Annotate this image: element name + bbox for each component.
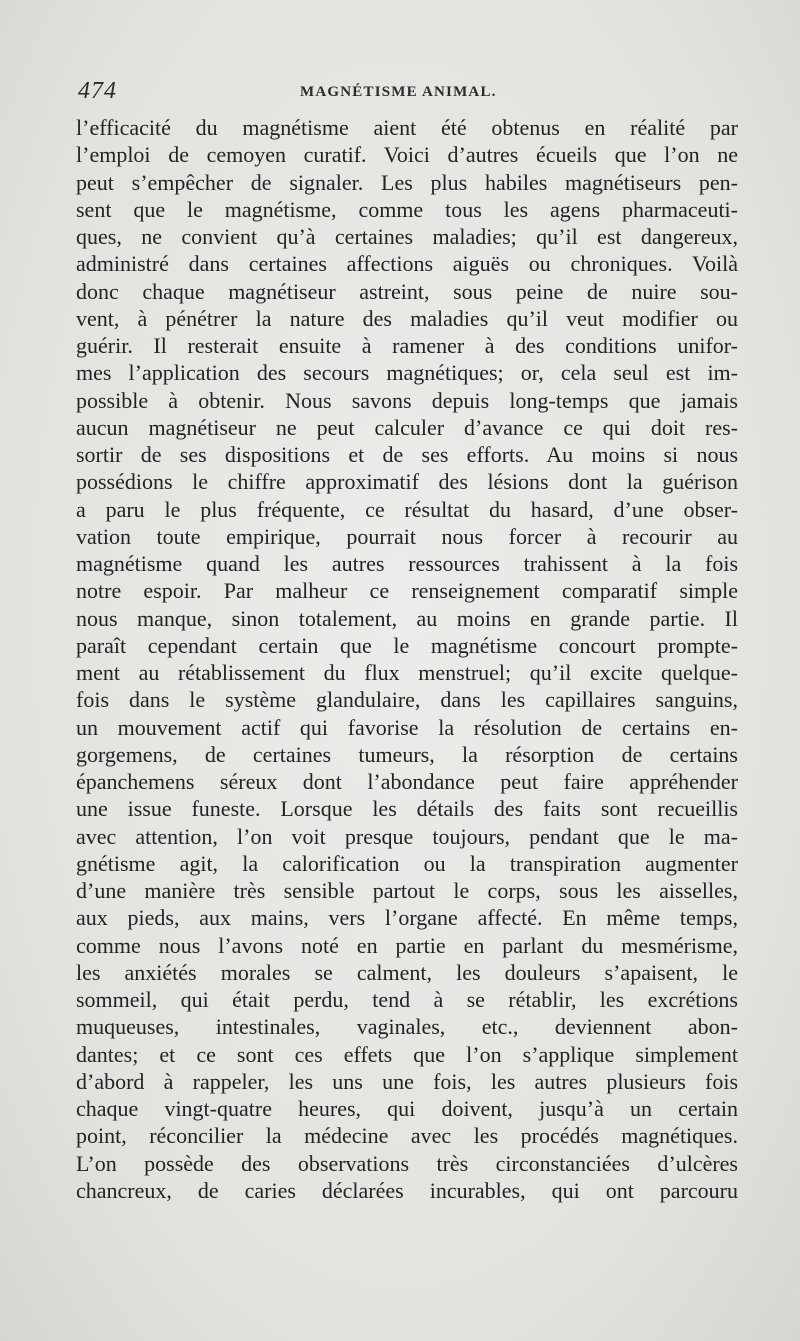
text-line: épanchemens séreux dont l’abondance peut faire appréhender (76, 769, 738, 794)
text-line: les anxiétés morales se calment, les douleurs s’apaisent, le (76, 959, 738, 985)
text-line: aux pieds, aux mains, vers l’organe affecté. En même temps, (76, 905, 738, 931)
text-line: paraît cependant certain que le magnétisme concourt prompte- (76, 632, 738, 658)
text-line: ques, ne convient qu’à certaines maladies; qu’il est dangereux, (76, 224, 738, 249)
text-line: sommeil, qui était perdu, tend à se rétablir, les excrétions (76, 987, 738, 1012)
text-line: sent que le magnétisme, comme tous les agens pharmaceuti- (76, 196, 738, 222)
text-line: ment au rétablissement du flux menstruel; qu’il excite quelque- (76, 660, 738, 685)
text-line: vent, à pénétrer la nature des maladies qu’il veut modifier ou (76, 305, 738, 331)
text-line: une issue funeste. Lorsque les détails des faits sont recueillis (76, 796, 738, 822)
text-line: fois dans le système glandulaire, dans les capillaires sanguins, (76, 687, 738, 713)
text-line: donc chaque magnétiseur astreint, sous peine de nuire sou- (76, 278, 738, 304)
text-line: sortir de ses dispositions et de ses efforts. Au moins si nous (76, 442, 738, 467)
running-head (78, 78, 740, 108)
text-line: peut s’empêcher de signaler. Les plus habiles magnétiseurs pen- (76, 169, 738, 195)
running-title: MAGNÉTISME ANIMAL. (300, 84, 497, 100)
text-line: comme nous l’avons noté en partie en parlant du mesmérisme, (76, 932, 738, 958)
text-line: muqueuses, intestinales, vaginales, etc., deviennent abon- (76, 1014, 738, 1040)
text-line: vation toute empirique, pourrait nous forcer à recourir au (76, 523, 738, 549)
text-line: aucun magnétiseur ne peut calculer d’avance ce qui doit res- (76, 414, 738, 440)
text-line: guérir. Il resterait ensuite à ramener à des conditions unifor- (76, 333, 738, 358)
text-line: possible à obtenir. Nous savons depuis long-temps que jamais (76, 387, 738, 413)
text-line: un mouvement actif qui favorise la résolution de certains en- (76, 714, 738, 740)
text-line: chancreux, de caries déclarées incurables, qui ont parcouru (76, 1177, 738, 1203)
text-line: chaque vingt-quatre heures, qui doivent, jusqu’à un certain (76, 1096, 738, 1121)
text-line: point, réconcilier la médecine avec les procédés magnétiques. (76, 1123, 738, 1149)
text-line: l’emploi de cemoyen curatif. Voici d’autres écueils que l’on ne (76, 142, 738, 168)
text-line: notre espoir. Par malheur ce renseignement comparatif simple (76, 578, 738, 604)
page-number: 474 (78, 78, 117, 104)
text-line: dantes; et ce sont ces effets que l’on s’applique simplement (76, 1041, 738, 1067)
text-line: avec attention, l’on voit presque toujours, pendant que le ma- (76, 823, 738, 849)
text-line: gnétisme agit, la calorification ou la transpiration augmenter (76, 850, 738, 876)
text-line: gorgemens, de certaines tumeurs, la résorption de certains (76, 741, 738, 767)
text-line: a paru le plus fréquente, ce résultat du hasard, d’une obser- (76, 496, 738, 522)
text-line: d’abord à rappeler, les uns une fois, les autres plusieurs fois (76, 1068, 738, 1094)
text-line: L’on possède des observations très circonstanciées d’ulcères (76, 1150, 738, 1176)
text-line: mes l’application des secours magnétiques; or, cela seul est im- (76, 360, 738, 386)
body-text (76, 114, 738, 1204)
text-line: possédions le chiffre approximatif des lésions dont la guérison (76, 469, 738, 495)
text-line: nous manque, sinon totalement, au moins en grande partie. Il (76, 605, 738, 631)
text-line: magnétisme quand les autres ressources trahissent à la fois (76, 551, 738, 576)
text-line: d’une manière très sensible partout le corps, sous les aisselles, (76, 878, 738, 903)
text-line: l’efficacité du magnétisme aient été obtenus en réalité par (76, 115, 738, 140)
text-line: administré dans certaines affections aiguës ou chroniques. Voilà (76, 251, 738, 277)
